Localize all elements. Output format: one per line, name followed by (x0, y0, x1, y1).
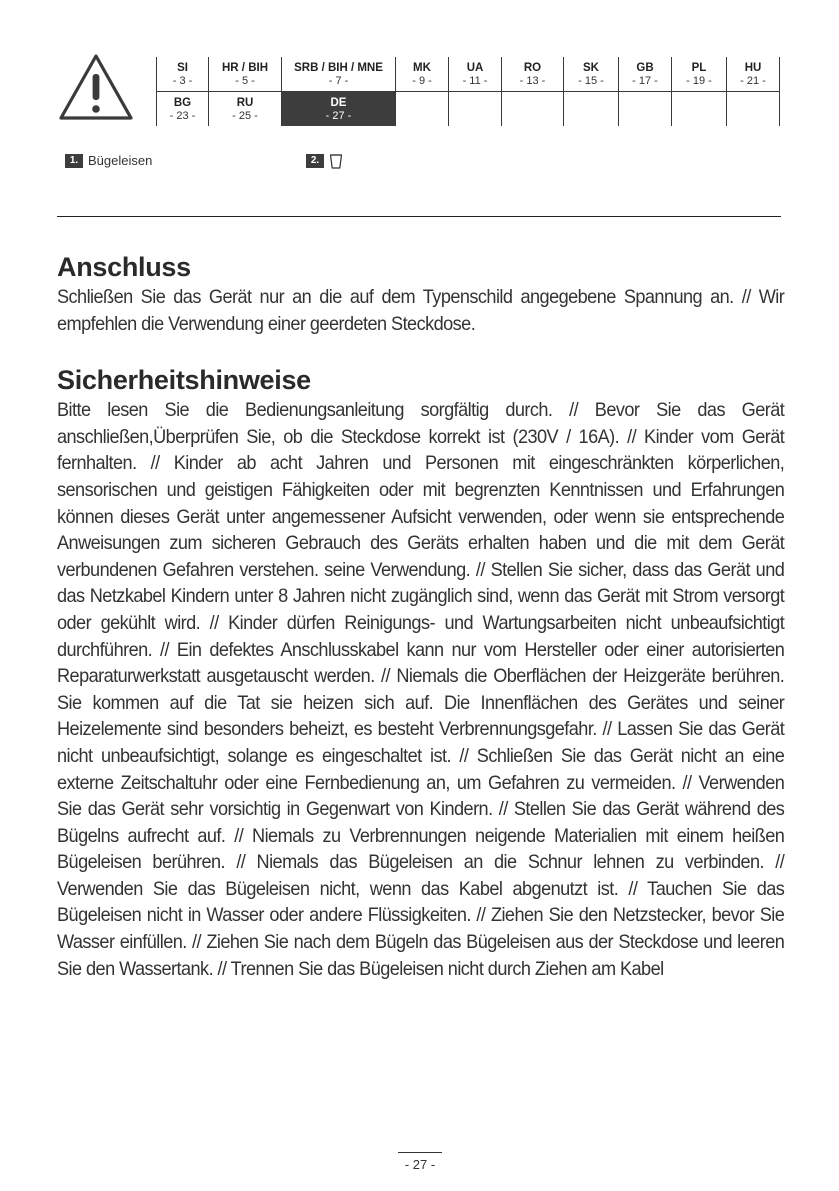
language-link-gb[interactable]: GB - 17 - (619, 57, 672, 92)
part-number-badge: 2. (306, 154, 324, 168)
language-link-sk[interactable]: SK - 15 - (564, 57, 619, 92)
water-cup-icon (329, 153, 343, 169)
section-divider (57, 216, 781, 217)
empty-cell (449, 92, 502, 127)
warning-triangle-icon (58, 52, 134, 122)
language-link-si[interactable]: SI - 3 - (157, 57, 209, 92)
language-link-pl[interactable]: PL - 19 - (672, 57, 727, 92)
language-link-mk[interactable]: MK - 9 - (396, 57, 449, 92)
manual-content (57, 250, 784, 982)
part-label-1 (65, 153, 152, 168)
language-link-hu[interactable]: HU - 21 - (727, 57, 780, 92)
language-link-de-active[interactable]: DE - 27 - (282, 92, 396, 127)
empty-cell (727, 92, 780, 127)
language-link-bg[interactable]: BG - 23 - (157, 92, 209, 127)
page-number-text: - 27 - (404, 1157, 436, 1172)
language-link-ro[interactable]: RO - 13 - (502, 57, 564, 92)
section-title-sicherheitshinweise: Sicherheitshinweise (57, 365, 311, 396)
language-link-hr-bih[interactable]: HR / BIH - 5 - (209, 57, 282, 92)
part-number-badge: 1. (65, 154, 83, 168)
empty-cell (564, 92, 619, 127)
language-index-table (156, 57, 780, 126)
section-text-sicherheitshinweise: Bitte lesen Sie die Bedienungsanleitung sorgfältig durch. // Bevor Sie das Gerät anschließen,Überprüfen Sie, ob die Steckdose korrekt ist (230V / 16A). // Kinder vom Gerät fernhalten. // Kinder ab acht Jahren und Personen mit eingeschränkten körperlichen, sensorischen und geistigen Fähigkeiten oder mit begrenzten Kenntnissen und Erfahrungen können dieses Gerät unter angemessener Aufsicht verwenden, oder wenn sie entsprechende Anweisungen zum sicheren Gebrauch des Geräts erhalten haben und die mit dem Gerät verbundenen Gefahren verstehen. seine Verwendung. // Stellen Sie sicher, dass das Gerät und das Netzkabel Kindern unter 8 Jahren nicht zugänglich sind, wenn das Gerät mit Strom versorgt oder gekühlt wird. // Kinder dürfen Reinigungs- und Wartungsarbeiten nicht unbeaufsichtigt durchführen. // Ein defektes Anschlusskabel kann nur vom Hersteller oder einer autorisierten Reparaturwerkstatt ausgetauscht werden. // Niemals die Oberflächen der Heizgeräte berühren. Sie kommen auf die Tat sie heizen sich auf. Die Innenflächen des Gerätes und seiner Heizelemente sind besonders beheizt, es besteht Verbrennungsgefahr. // Lassen Sie das Gerät nicht unbeaufsichtigt, solange es eingeschaltet ist. // Schließen Sie das Gerät nicht an eine externe Zeitschaltuhr oder eine Fernbedienung an, um Gefahren zu vermeiden. // Verwenden Sie das Gerät sehr vorsichtig in Gegenwart von Kindern. // Stellen Sie das Gerät während des Bügelns aufrecht auf. // Niemals zu Verbrennungen neigende Materialien mit einem heißen Bügeleisen berühren. // Niemals das Bügeleisen an die Schnur lehnen zu verbinden. // Verwenden Sie das Bügeleisen nicht, wenn das Kabel abgenutzt ist. // Tauchen Sie das Bügeleisen nicht in Wasser oder andere Flüssigkeiten. // Ziehen Sie den Netzstecker, bevor Sie Wasser einfüllen. // Ziehen Sie nach dem Bügeln das Bügeleisen aus der Steckdose und leeren Sie den Wassertank. // Trennen Sie das Bügeleisen nicht durch Ziehen am Kabel (57, 399, 785, 980)
empty-cell (396, 92, 449, 127)
page-number (398, 1152, 442, 1174)
page-number-rule (398, 1152, 442, 1153)
part-label-2 (306, 153, 343, 169)
empty-cell (502, 92, 564, 127)
empty-cell (672, 92, 727, 127)
language-link-ua[interactable]: UA - 11 - (449, 57, 502, 92)
section-text-anschluss: Schließen Sie das Gerät nur an die auf dem Typenschild angegebene Spannung an. // Wir empfehlen die Verwendung einer geerdeten Steckdose. (57, 286, 785, 335)
section-title-anschluss: Anschluss (57, 252, 191, 282)
empty-cell (619, 92, 672, 127)
language-link-ru[interactable]: RU - 25 - (209, 92, 282, 127)
language-link-srb-bih-mne[interactable]: SRB / BIH / MNE - 7 - (282, 57, 396, 92)
part-label-text: Bügeleisen (88, 153, 153, 168)
